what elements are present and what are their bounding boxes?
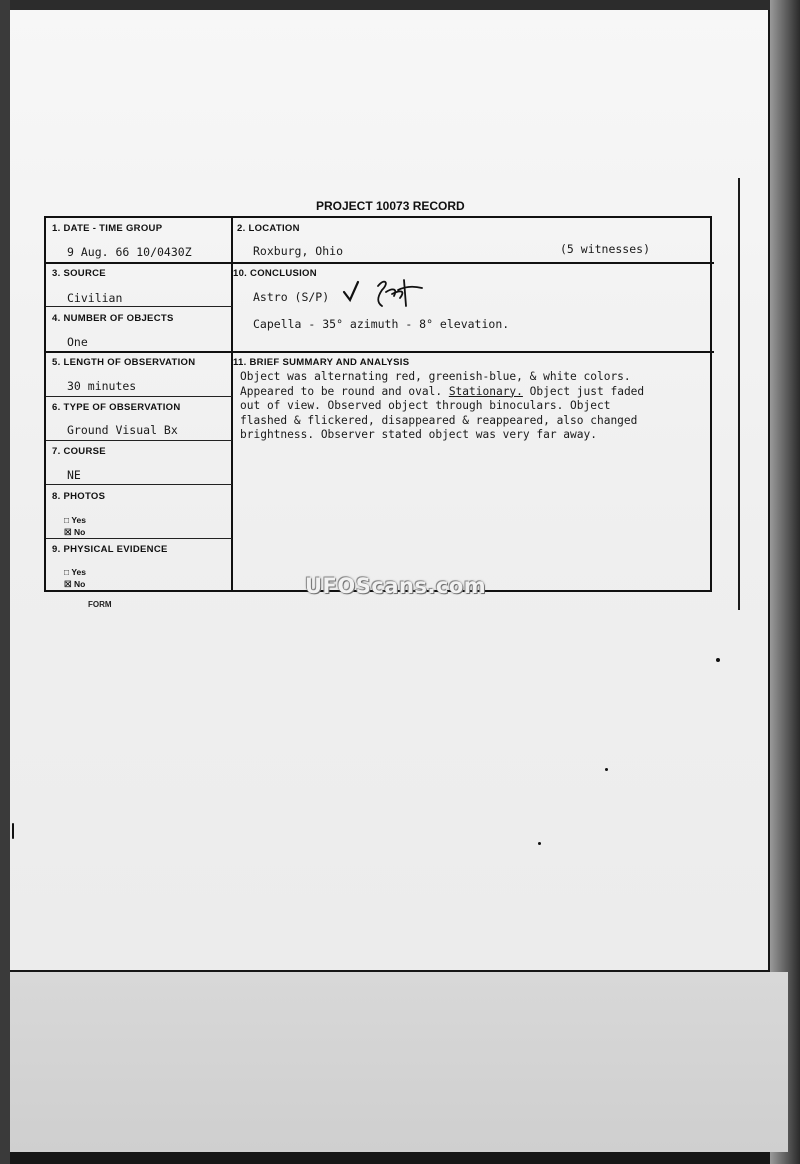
checkbox-icon: □ bbox=[64, 567, 72, 577]
scan-speck bbox=[538, 842, 541, 845]
course-value: NE bbox=[67, 468, 81, 482]
summary-line: out of view. Observed object through binoculars. Object bbox=[240, 399, 611, 413]
location-label: 2. LOCATION bbox=[237, 223, 300, 234]
source-label: 3. SOURCE bbox=[52, 268, 106, 279]
row-divider bbox=[46, 538, 232, 539]
conclusion-label: 10. CONCLUSION bbox=[233, 268, 317, 279]
type-of-observation-label: 6. TYPE OF OBSERVATION bbox=[52, 402, 181, 413]
margin-line bbox=[738, 178, 740, 610]
row-divider bbox=[46, 306, 232, 307]
location-witnesses: (5 witnesses) bbox=[560, 242, 651, 256]
scan-border-left bbox=[0, 0, 10, 1164]
length-of-observation-label: 5. LENGTH OF OBSERVATION bbox=[52, 357, 196, 368]
checkbox-icon: □ bbox=[64, 515, 72, 525]
scan-speck bbox=[12, 823, 14, 839]
summary-text bbox=[240, 370, 706, 443]
scan-speck bbox=[716, 658, 720, 662]
photos-no-option: ☒ No bbox=[64, 527, 86, 537]
underlined-word: Stationary. bbox=[448, 384, 523, 398]
checked-box-icon: ☒ bbox=[64, 579, 74, 589]
physical-evidence-label: 9. PHYSICAL EVIDENCE bbox=[52, 544, 168, 555]
date-time-value: 9 Aug. 66 10/0430Z bbox=[67, 245, 192, 259]
summary-line: Object was alternating red, greenish-blue, & white colors. bbox=[240, 370, 631, 383]
course-label: 7. COURSE bbox=[52, 446, 106, 457]
summary-line: flashed & flickered, disappeared & reappeared, also changed bbox=[240, 413, 638, 427]
summary-line: brightness. Observer stated object was very far away. bbox=[240, 428, 597, 442]
physical-evidence-no-option: ☒ No bbox=[64, 579, 86, 589]
photos-label: 8. PHOTOS bbox=[52, 491, 106, 502]
conclusion-value: Astro (S/P) bbox=[253, 290, 330, 304]
row-divider bbox=[46, 484, 232, 485]
row-divider bbox=[46, 440, 232, 441]
paper-lower-area bbox=[10, 972, 788, 1152]
checked-box-icon: ☒ bbox=[64, 527, 74, 537]
form-footer: FORM bbox=[88, 600, 112, 609]
record-form bbox=[44, 216, 712, 592]
scan-speck bbox=[605, 768, 608, 771]
scan-border-top bbox=[0, 0, 800, 10]
conclusion-detail: Capella - 35° azimuth - 8° elevation. bbox=[253, 317, 510, 331]
summary-label: 11. BRIEF SUMMARY AND ANALYSIS bbox=[233, 357, 410, 368]
source-value: Civilian bbox=[67, 291, 123, 305]
number-of-objects-label: 4. NUMBER OF OBJECTS bbox=[52, 313, 174, 324]
document-title: PROJECT 10073 RECORD bbox=[316, 199, 465, 213]
row-divider bbox=[46, 262, 714, 264]
handwritten-checkmark-icon bbox=[342, 276, 432, 310]
number-of-objects-value: One bbox=[67, 335, 88, 349]
photos-yes-option: □ Yes bbox=[64, 515, 86, 525]
date-time-label: 1. DATE - TIME GROUP bbox=[52, 223, 163, 234]
summary-line: Appeared to be round and oval. Stationary. Object just faded bbox=[240, 384, 645, 398]
location-value: Roxburg, Ohio bbox=[253, 244, 344, 258]
length-of-observation-value: 30 minutes bbox=[67, 379, 137, 393]
row-divider bbox=[46, 396, 232, 397]
row-divider bbox=[46, 351, 714, 353]
physical-evidence-yes-option: □ Yes bbox=[64, 567, 86, 577]
type-of-observation-value: Ground Visual Bx bbox=[67, 423, 178, 437]
watermark: UFOScans.com bbox=[305, 574, 487, 598]
